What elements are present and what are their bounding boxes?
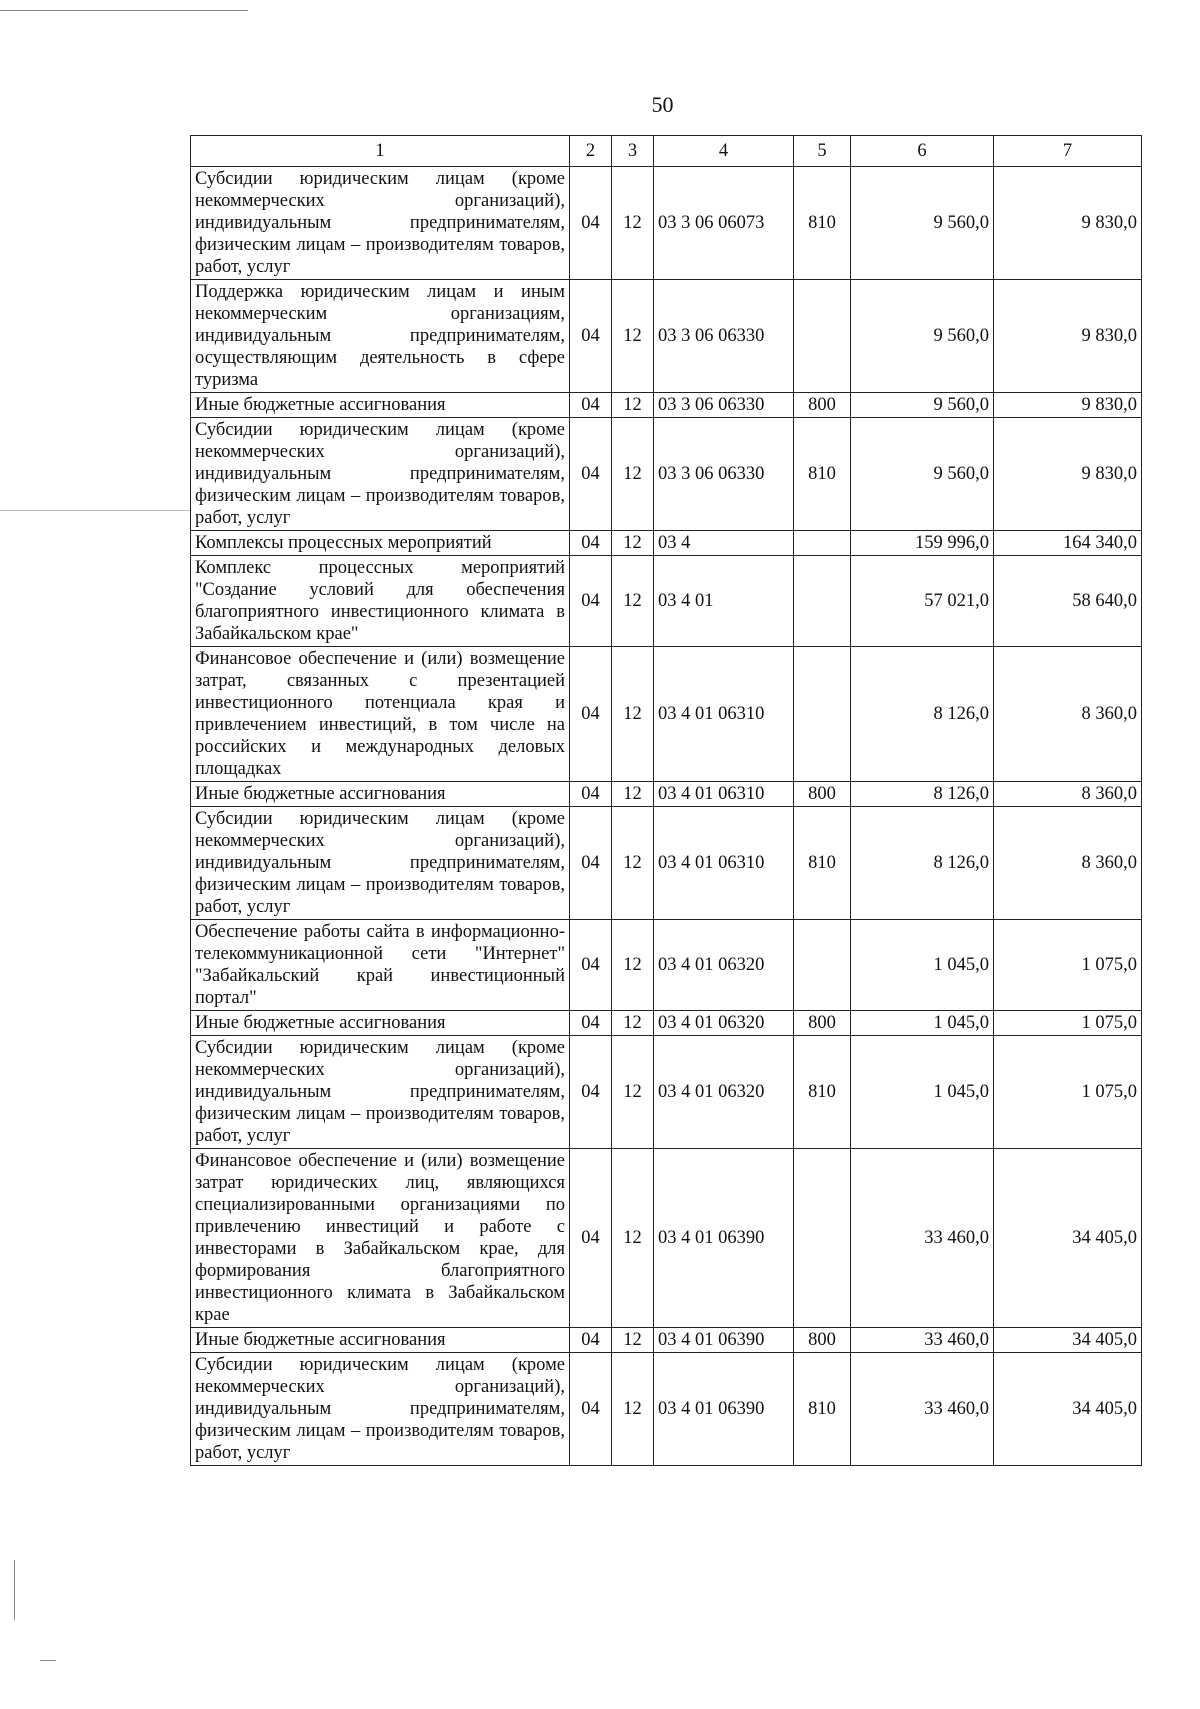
row-amount-col6-cell: 8 126,0 <box>851 807 994 920</box>
table-row <box>191 1328 1142 1353</box>
table-row <box>191 167 1142 280</box>
row-section-cell: 04 <box>570 418 612 531</box>
row-name-cell: Комплекс процессных мероприятий "Создание условий для обеспечения благоприятного инвестиционного климата в Забайкальском крае" <box>191 556 570 647</box>
row-name-cell: Субсидии юридическим лицам (кроме некоммерческих организаций), индивидуальным предпринимателям, физическим лицам – производителям товаров, работ, услуг <box>191 418 570 531</box>
row-amount-col6-cell: 1 045,0 <box>851 1036 994 1149</box>
row-expense-type-cell <box>794 647 851 782</box>
row-expense-type-cell <box>794 280 851 393</box>
row-amount-col6-cell: 9 560,0 <box>851 167 994 280</box>
row-name-cell: Иные бюджетные ассигнования <box>191 1011 570 1036</box>
row-subsection-cell: 12 <box>612 647 654 782</box>
row-section-cell: 04 <box>570 393 612 418</box>
table-row <box>191 647 1142 782</box>
row-section-cell: 04 <box>570 782 612 807</box>
row-amount-col7-cell: 58 640,0 <box>994 556 1142 647</box>
table-row <box>191 280 1142 393</box>
row-amount-col7-cell: 164 340,0 <box>994 531 1142 556</box>
row-expense-type-cell: 810 <box>794 167 851 280</box>
row-target-article-cell: 03 4 01 06320 <box>654 1036 794 1149</box>
header-col-3: 3 <box>612 136 654 167</box>
row-amount-col6-cell: 1 045,0 <box>851 920 994 1011</box>
row-subsection-cell: 12 <box>612 556 654 647</box>
table-row <box>191 418 1142 531</box>
header-col-6: 6 <box>851 136 994 167</box>
row-name-cell: Субсидии юридическим лицам (кроме некоммерческих организаций), индивидуальным предпринимателям, физическим лицам – производителям товаров, работ, услуг <box>191 1036 570 1149</box>
row-amount-col6-cell: 33 460,0 <box>851 1353 994 1466</box>
table-row <box>191 782 1142 807</box>
row-amount-col6-cell: 57 021,0 <box>851 556 994 647</box>
row-target-article-cell: 03 4 01 06320 <box>654 1011 794 1036</box>
row-expense-type-cell: 810 <box>794 1353 851 1466</box>
row-subsection-cell: 12 <box>612 1328 654 1353</box>
row-target-article-cell: 03 3 06 06330 <box>654 280 794 393</box>
table-row <box>191 1149 1142 1328</box>
row-amount-col7-cell: 1 075,0 <box>994 1036 1142 1149</box>
table-body <box>191 167 1142 1466</box>
row-expense-type-cell: 800 <box>794 782 851 807</box>
row-section-cell: 04 <box>570 531 612 556</box>
row-target-article-cell: 03 4 01 06320 <box>654 920 794 1011</box>
row-expense-type-cell: 810 <box>794 807 851 920</box>
row-section-cell: 04 <box>570 1328 612 1353</box>
row-expense-type-cell <box>794 920 851 1011</box>
table-row <box>191 1011 1142 1036</box>
row-subsection-cell: 12 <box>612 1149 654 1328</box>
row-amount-col7-cell: 9 830,0 <box>994 393 1142 418</box>
row-amount-col7-cell: 9 830,0 <box>994 418 1142 531</box>
row-amount-col6-cell: 9 560,0 <box>851 418 994 531</box>
table-row <box>191 1036 1142 1149</box>
table-row <box>191 393 1142 418</box>
row-expense-type-cell <box>794 1149 851 1328</box>
row-name-cell: Финансовое обеспечение и (или) возмещение затрат, связанных с презентацией инвестиционного потенциала края и привлечением инвестиций, в том числе на российских и международных деловых площадках <box>191 647 570 782</box>
page-number: 50 <box>651 92 674 117</box>
row-subsection-cell: 12 <box>612 167 654 280</box>
row-target-article-cell: 03 4 01 06310 <box>654 647 794 782</box>
row-amount-col6-cell: 9 560,0 <box>851 280 994 393</box>
row-name-cell: Иные бюджетные ассигнования <box>191 1328 570 1353</box>
row-section-cell: 04 <box>570 807 612 920</box>
row-target-article-cell: 03 4 01 06310 <box>654 782 794 807</box>
row-name-cell: Обеспечение работы сайта в информационно-телекоммуникационной сети "Интернет" "Забайкальский край инвестиционный портал" <box>191 920 570 1011</box>
row-target-article-cell: 03 4 01 06390 <box>654 1353 794 1466</box>
row-subsection-cell: 12 <box>612 1036 654 1149</box>
row-section-cell: 04 <box>570 556 612 647</box>
row-expense-type-cell <box>794 531 851 556</box>
row-subsection-cell: 12 <box>612 807 654 920</box>
scan-artifact-dotted-line <box>0 510 190 511</box>
row-amount-col7-cell: 34 405,0 <box>994 1149 1142 1328</box>
row-expense-type-cell: 800 <box>794 393 851 418</box>
row-name-cell: Иные бюджетные ассигнования <box>191 393 570 418</box>
row-expense-type-cell: 810 <box>794 418 851 531</box>
row-target-article-cell: 03 3 06 06073 <box>654 167 794 280</box>
row-subsection-cell: 12 <box>612 1011 654 1036</box>
row-name-cell: Комплексы процессных мероприятий <box>191 531 570 556</box>
row-target-article-cell: 03 4 01 06390 <box>654 1328 794 1353</box>
row-expense-type-cell <box>794 556 851 647</box>
scan-artifact-dash <box>40 1660 56 1661</box>
row-section-cell: 04 <box>570 920 612 1011</box>
header-col-4: 4 <box>654 136 794 167</box>
row-subsection-cell: 12 <box>612 782 654 807</box>
row-name-cell: Иные бюджетные ассигнования <box>191 782 570 807</box>
header-col-7: 7 <box>994 136 1142 167</box>
row-expense-type-cell: 810 <box>794 1036 851 1149</box>
row-subsection-cell: 12 <box>612 531 654 556</box>
budget-table <box>190 135 1142 1466</box>
row-subsection-cell: 12 <box>612 920 654 1011</box>
table-header-row <box>191 136 1142 167</box>
row-target-article-cell: 03 4 01 06310 <box>654 807 794 920</box>
scan-artifact-top-line <box>0 10 248 11</box>
header-col-5: 5 <box>794 136 851 167</box>
row-target-article-cell: 03 4 01 <box>654 556 794 647</box>
row-amount-col7-cell: 1 075,0 <box>994 1011 1142 1036</box>
row-amount-col6-cell: 9 560,0 <box>851 393 994 418</box>
row-amount-col7-cell: 34 405,0 <box>994 1328 1142 1353</box>
row-subsection-cell: 12 <box>612 1353 654 1466</box>
row-amount-col6-cell: 159 996,0 <box>851 531 994 556</box>
row-amount-col6-cell: 8 126,0 <box>851 647 994 782</box>
row-subsection-cell: 12 <box>612 393 654 418</box>
row-target-article-cell: 03 4 01 06390 <box>654 1149 794 1328</box>
row-target-article-cell: 03 3 06 06330 <box>654 393 794 418</box>
row-amount-col6-cell: 8 126,0 <box>851 782 994 807</box>
row-amount-col6-cell: 1 045,0 <box>851 1011 994 1036</box>
row-section-cell: 04 <box>570 1353 612 1466</box>
row-section-cell: 04 <box>570 647 612 782</box>
row-expense-type-cell: 800 <box>794 1328 851 1353</box>
row-name-cell: Субсидии юридическим лицам (кроме некоммерческих организаций), индивидуальным предпринимателям, физическим лицам – производителям товаров, работ, услуг <box>191 807 570 920</box>
row-expense-type-cell: 800 <box>794 1011 851 1036</box>
row-amount-col7-cell: 8 360,0 <box>994 807 1142 920</box>
row-name-cell: Субсидии юридическим лицам (кроме некоммерческих организаций), индивидуальным предпринимателям, физическим лицам – производителям товаров, работ, услуг <box>191 167 570 280</box>
row-amount-col6-cell: 33 460,0 <box>851 1328 994 1353</box>
row-amount-col7-cell: 9 830,0 <box>994 167 1142 280</box>
row-subsection-cell: 12 <box>612 280 654 393</box>
row-amount-col7-cell: 9 830,0 <box>994 280 1142 393</box>
row-name-cell: Финансовое обеспечение и (или) возмещение затрат юридических лиц, являющихся специализированными организациями по привлечению инвестиций и работе с инвесторами в Забайкальском крае, для формирования благоприятного инвестиционного климата в Забайкальском крае <box>191 1149 570 1328</box>
row-section-cell: 04 <box>570 1036 612 1149</box>
row-amount-col7-cell: 8 360,0 <box>994 782 1142 807</box>
row-section-cell: 04 <box>570 167 612 280</box>
row-amount-col6-cell: 33 460,0 <box>851 1149 994 1328</box>
table-row <box>191 920 1142 1011</box>
row-amount-col7-cell: 1 075,0 <box>994 920 1142 1011</box>
row-amount-col7-cell: 8 360,0 <box>994 647 1142 782</box>
row-section-cell: 04 <box>570 280 612 393</box>
row-name-cell: Субсидии юридическим лицам (кроме некоммерческих организаций), индивидуальным предпринимателям, физическим лицам – производителям товаров, работ, услуг <box>191 1353 570 1466</box>
table-row <box>191 1353 1142 1466</box>
table-row <box>191 531 1142 556</box>
row-subsection-cell: 12 <box>612 418 654 531</box>
row-target-article-cell: 03 3 06 06330 <box>654 418 794 531</box>
header-col-2: 2 <box>570 136 612 167</box>
row-name-cell: Поддержка юридическим лицам и иным некоммерческим организациям, индивидуальным предпринимателям, осуществляющим деятельность в сфере туризма <box>191 280 570 393</box>
table-row <box>191 807 1142 920</box>
row-section-cell: 04 <box>570 1011 612 1036</box>
table-row <box>191 556 1142 647</box>
row-target-article-cell: 03 4 <box>654 531 794 556</box>
row-section-cell: 04 <box>570 1149 612 1328</box>
header-col-1: 1 <box>191 136 570 167</box>
scan-artifact-left-line <box>14 1560 15 1620</box>
row-amount-col7-cell: 34 405,0 <box>994 1353 1142 1466</box>
